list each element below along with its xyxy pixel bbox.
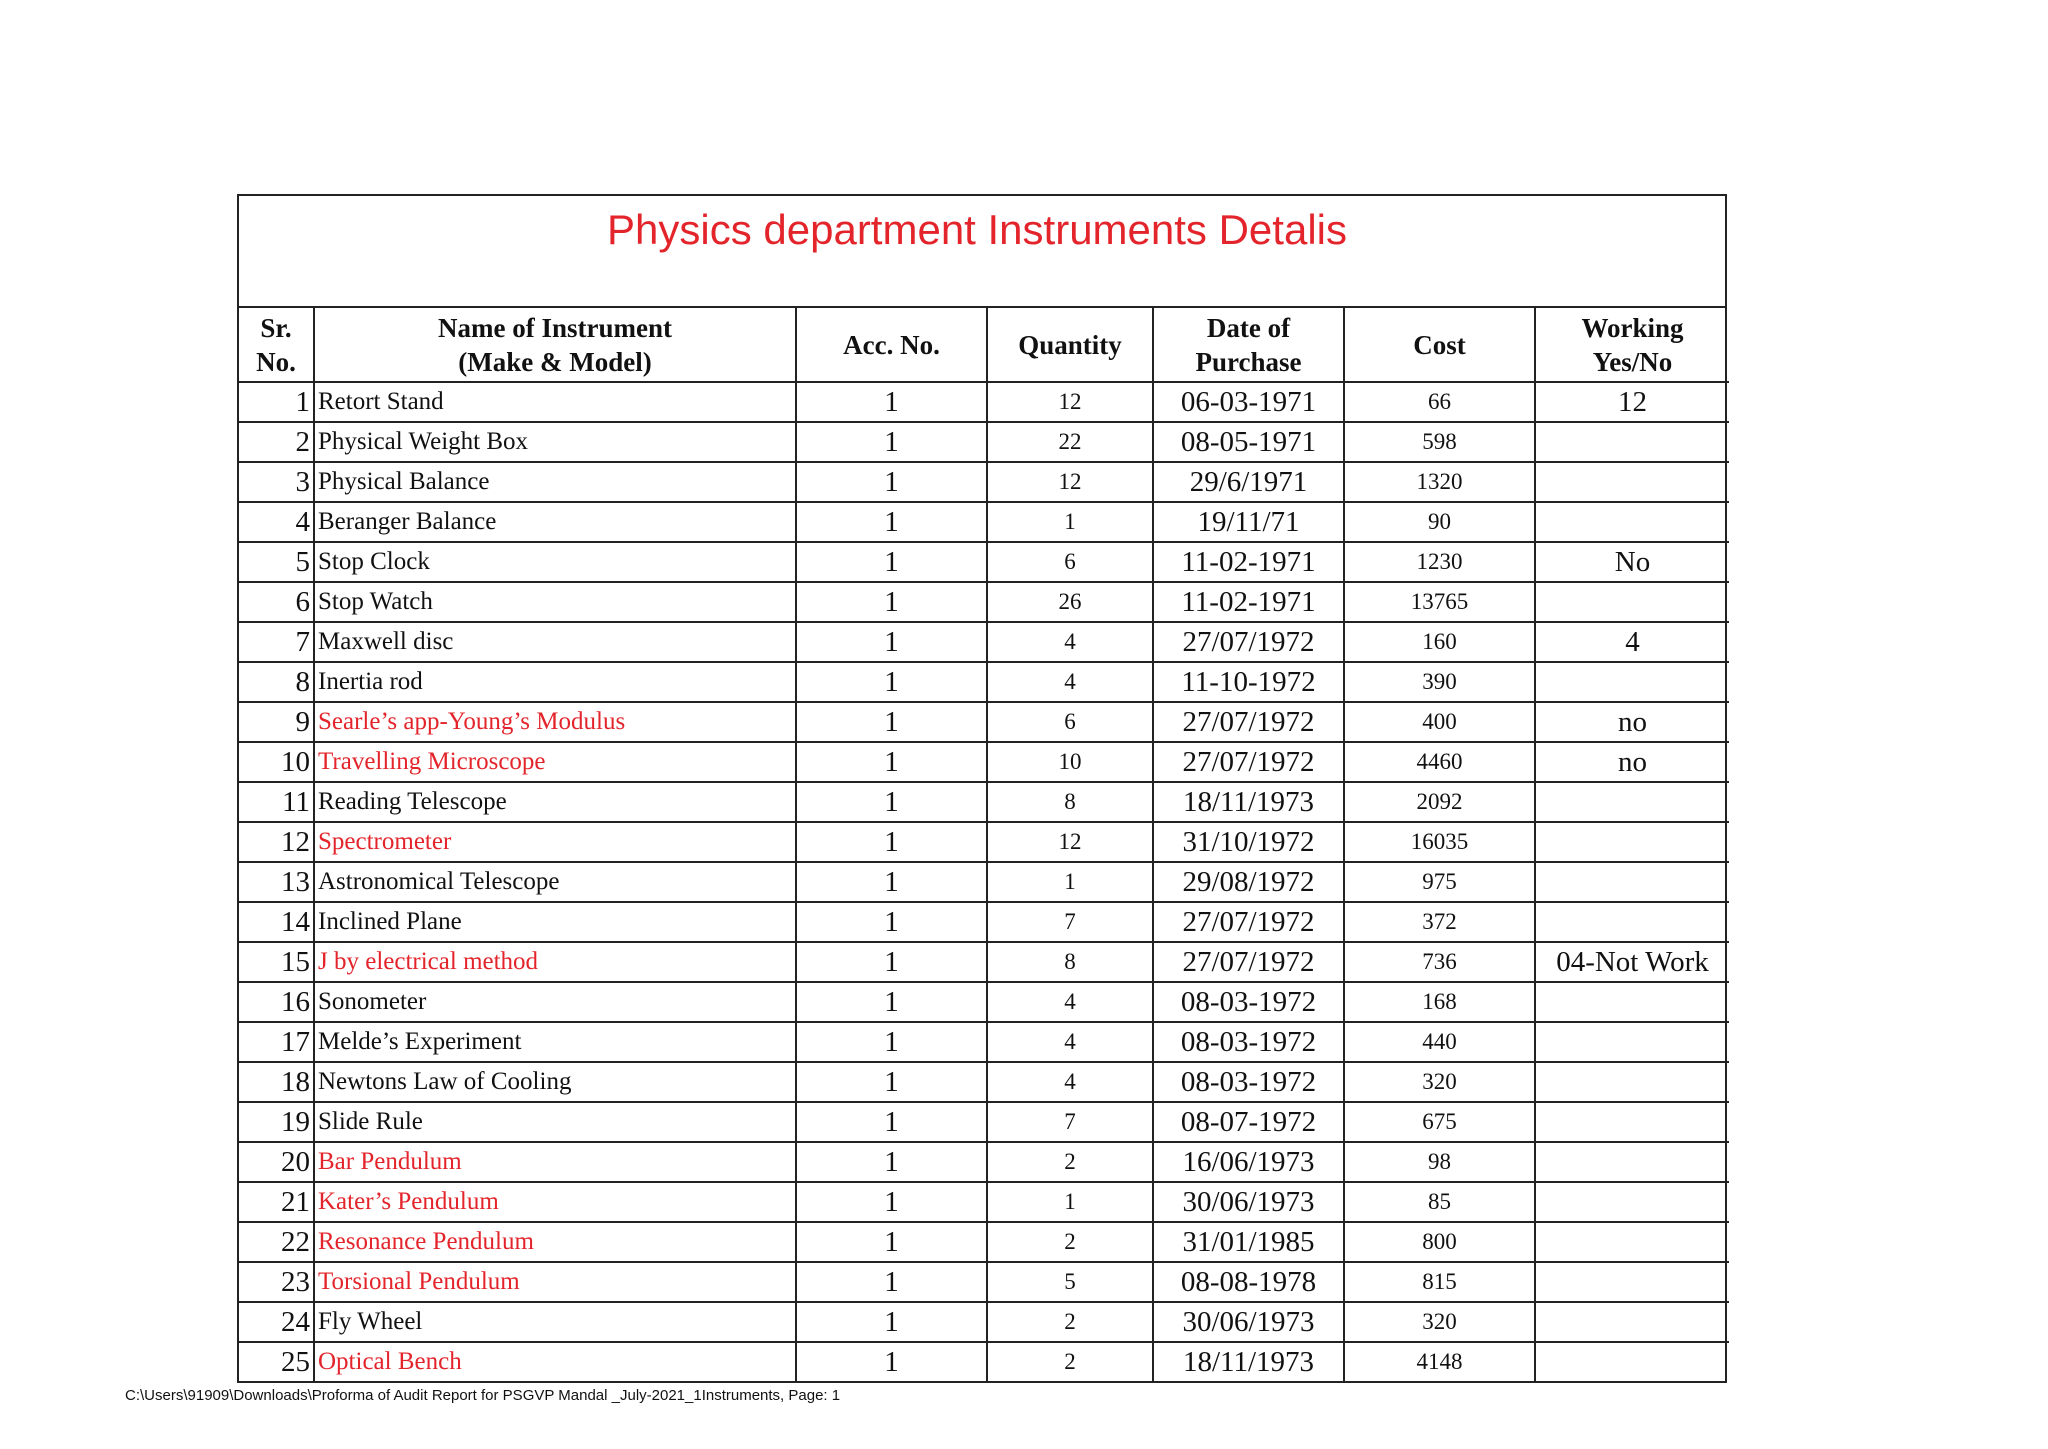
header-instrument-name: Name of Instrument (Make & Model): [314, 308, 796, 382]
cell-working: [1535, 662, 1729, 702]
cell-instrument-name: Travelling Microscope: [314, 742, 796, 782]
cell-acc-no: 1: [796, 1262, 987, 1302]
cell-cost: 160: [1344, 622, 1535, 662]
cell-instrument-name: J by electrical method: [314, 942, 796, 982]
cell-cost: 4460: [1344, 742, 1535, 782]
table-row: [239, 662, 1729, 702]
cell-quantity: 7: [987, 902, 1153, 942]
cell-acc-no: 1: [796, 462, 987, 502]
table-row: [239, 822, 1729, 862]
cell-working: no: [1535, 742, 1729, 782]
cell-sr-no: 21: [239, 1182, 314, 1222]
cell-sr-no: 4: [239, 502, 314, 542]
cell-cost: 1320: [1344, 462, 1535, 502]
cell-cost: 320: [1344, 1062, 1535, 1102]
cell-acc-no: 1: [796, 542, 987, 582]
cell-quantity: 12: [987, 462, 1153, 502]
cell-instrument-name: Sonometer: [314, 982, 796, 1022]
cell-date-of-purchase: 18/11/1973: [1153, 782, 1344, 822]
cell-sr-no: 11: [239, 782, 314, 822]
cell-quantity: 4: [987, 1022, 1153, 1062]
cell-quantity: 2: [987, 1142, 1153, 1182]
cell-sr-no: 13: [239, 862, 314, 902]
cell-cost: 675: [1344, 1102, 1535, 1142]
table-row: [239, 462, 1729, 502]
cell-acc-no: 1: [796, 742, 987, 782]
cell-instrument-name: Stop Clock: [314, 542, 796, 582]
table-row: [239, 1022, 1729, 1062]
cell-instrument-name: Inclined Plane: [314, 902, 796, 942]
cell-quantity: 12: [987, 382, 1153, 422]
cell-sr-no: 15: [239, 942, 314, 982]
cell-working: [1535, 1142, 1729, 1182]
cell-instrument-name: Reading Telescope: [314, 782, 796, 822]
cell-acc-no: 1: [796, 502, 987, 542]
cell-acc-no: 1: [796, 702, 987, 742]
cell-sr-no: 24: [239, 1302, 314, 1342]
cell-sr-no: 8: [239, 662, 314, 702]
cell-acc-no: 1: [796, 1342, 987, 1381]
cell-instrument-name: Resonance Pendulum: [314, 1222, 796, 1262]
cell-sr-no: 23: [239, 1262, 314, 1302]
cell-sr-no: 25: [239, 1342, 314, 1381]
cell-acc-no: 1: [796, 1022, 987, 1062]
cell-sr-no: 10: [239, 742, 314, 782]
cell-sr-no: 16: [239, 982, 314, 1022]
cell-working: [1535, 1062, 1729, 1102]
cell-cost: 13765: [1344, 582, 1535, 622]
table-row: [239, 382, 1729, 422]
cell-date-of-purchase: 16/06/1973: [1153, 1142, 1344, 1182]
cell-date-of-purchase: 31/01/1985: [1153, 1222, 1344, 1262]
table-row: [239, 742, 1729, 782]
cell-cost: 1230: [1344, 542, 1535, 582]
cell-sr-no: 7: [239, 622, 314, 662]
cell-acc-no: 1: [796, 622, 987, 662]
table-row: [239, 502, 1729, 542]
cell-working: No: [1535, 542, 1729, 582]
cell-quantity: 2: [987, 1222, 1153, 1262]
cell-acc-no: 1: [796, 1222, 987, 1262]
cell-date-of-purchase: 11-02-1971: [1153, 582, 1344, 622]
title-block: [239, 196, 1725, 308]
cell-working: [1535, 822, 1729, 862]
cell-date-of-purchase: 19/11/71: [1153, 502, 1344, 542]
cell-working: 12: [1535, 382, 1729, 422]
cell-quantity: 1: [987, 862, 1153, 902]
cell-sr-no: 17: [239, 1022, 314, 1062]
table-row: [239, 1302, 1729, 1342]
cell-acc-no: 1: [796, 782, 987, 822]
cell-cost: 168: [1344, 982, 1535, 1022]
cell-date-of-purchase: 27/07/1972: [1153, 742, 1344, 782]
table-body: [239, 382, 1729, 1381]
cell-sr-no: 18: [239, 1062, 314, 1102]
cell-quantity: 10: [987, 742, 1153, 782]
cell-cost: 90: [1344, 502, 1535, 542]
cell-date-of-purchase: 06-03-1971: [1153, 382, 1344, 422]
cell-instrument-name: Astronomical Telescope: [314, 862, 796, 902]
cell-cost: 16035: [1344, 822, 1535, 862]
table-row: [239, 582, 1729, 622]
cell-date-of-purchase: 31/10/1972: [1153, 822, 1344, 862]
cell-working: [1535, 1102, 1729, 1142]
cell-cost: 400: [1344, 702, 1535, 742]
cell-working: [1535, 462, 1729, 502]
table-row: [239, 1262, 1729, 1302]
cell-acc-no: 1: [796, 902, 987, 942]
cell-quantity: 1: [987, 502, 1153, 542]
cell-working: [1535, 1302, 1729, 1342]
cell-quantity: 4: [987, 1062, 1153, 1102]
header-row: [239, 308, 1729, 382]
cell-sr-no: 2: [239, 422, 314, 462]
cell-instrument-name: Fly Wheel: [314, 1302, 796, 1342]
cell-acc-no: 1: [796, 942, 987, 982]
cell-instrument-name: Physical Weight Box: [314, 422, 796, 462]
cell-quantity: 12: [987, 822, 1153, 862]
cell-quantity: 2: [987, 1342, 1153, 1381]
table-row: [239, 622, 1729, 662]
cell-working: no: [1535, 702, 1729, 742]
cell-acc-no: 1: [796, 662, 987, 702]
header-quantity: Quantity: [987, 308, 1153, 382]
table-row: [239, 1222, 1729, 1262]
cell-instrument-name: Inertia rod: [314, 662, 796, 702]
cell-date-of-purchase: 18/11/1973: [1153, 1342, 1344, 1381]
cell-acc-no: 1: [796, 822, 987, 862]
cell-date-of-purchase: 30/06/1973: [1153, 1302, 1344, 1342]
cell-instrument-name: Stop Watch: [314, 582, 796, 622]
cell-acc-no: 1: [796, 982, 987, 1022]
cell-cost: 975: [1344, 862, 1535, 902]
cell-instrument-name: Torsional Pendulum: [314, 1262, 796, 1302]
cell-acc-no: 1: [796, 1302, 987, 1342]
table-row: [239, 1182, 1729, 1222]
table-row: [239, 862, 1729, 902]
cell-quantity: 6: [987, 702, 1153, 742]
cell-quantity: 8: [987, 782, 1153, 822]
cell-working: [1535, 1222, 1729, 1262]
cell-acc-no: 1: [796, 862, 987, 902]
cell-date-of-purchase: 08-05-1971: [1153, 422, 1344, 462]
cell-working: [1535, 502, 1729, 542]
cell-sr-no: 22: [239, 1222, 314, 1262]
cell-working: [1535, 582, 1729, 622]
cell-instrument-name: Slide Rule: [314, 1102, 796, 1142]
cell-working: [1535, 782, 1729, 822]
table-row: [239, 422, 1729, 462]
cell-quantity: 4: [987, 982, 1153, 1022]
cell-cost: 800: [1344, 1222, 1535, 1262]
cell-sr-no: 3: [239, 462, 314, 502]
cell-working: [1535, 1182, 1729, 1222]
cell-instrument-name: Searle’s app-Young’s Modulus: [314, 702, 796, 742]
cell-instrument-name: Newtons Law of Cooling: [314, 1062, 796, 1102]
cell-date-of-purchase: 08-07-1972: [1153, 1102, 1344, 1142]
cell-quantity: 2: [987, 1302, 1153, 1342]
cell-instrument-name: Melde’s Experiment: [314, 1022, 796, 1062]
cell-acc-no: 1: [796, 1102, 987, 1142]
cell-working: [1535, 902, 1729, 942]
cell-date-of-purchase: 08-03-1972: [1153, 982, 1344, 1022]
cell-working: 4: [1535, 622, 1729, 662]
cell-cost: 85: [1344, 1182, 1535, 1222]
cell-quantity: 8: [987, 942, 1153, 982]
cell-quantity: 26: [987, 582, 1153, 622]
page-footer: C:\Users\91909\Downloads\Proforma of Audit Report for PSGVP Mandal _July-2021_1Instruments, Page: 1: [125, 1387, 841, 1404]
cell-cost: 2092: [1344, 782, 1535, 822]
cell-date-of-purchase: 27/07/1972: [1153, 702, 1344, 742]
cell-cost: 390: [1344, 662, 1535, 702]
cell-instrument-name: Optical Bench: [314, 1342, 796, 1381]
cell-sr-no: 5: [239, 542, 314, 582]
cell-acc-no: 1: [796, 582, 987, 622]
cell-instrument-name: Maxwell disc: [314, 622, 796, 662]
cell-date-of-purchase: 11-10-1972: [1153, 662, 1344, 702]
cell-working: [1535, 1262, 1729, 1302]
cell-date-of-purchase: 08-03-1972: [1153, 1062, 1344, 1102]
cell-sr-no: 9: [239, 702, 314, 742]
cell-instrument-name: Physical Balance: [314, 462, 796, 502]
cell-date-of-purchase: 27/07/1972: [1153, 902, 1344, 942]
cell-date-of-purchase: 29/6/1971: [1153, 462, 1344, 502]
cell-working: [1535, 1342, 1729, 1381]
cell-sr-no: 6: [239, 582, 314, 622]
table-row: [239, 542, 1729, 582]
cell-quantity: 6: [987, 542, 1153, 582]
header-date-of-purchase: Date of Purchase: [1153, 308, 1344, 382]
cell-cost: 320: [1344, 1302, 1535, 1342]
cell-instrument-name: Kater’s Pendulum: [314, 1182, 796, 1222]
cell-working: [1535, 862, 1729, 902]
cell-acc-no: 1: [796, 1142, 987, 1182]
cell-date-of-purchase: 11-02-1971: [1153, 542, 1344, 582]
cell-instrument-name: Retort Stand: [314, 382, 796, 422]
instruments-table: [239, 308, 1729, 1381]
cell-working: 04-Not Work: [1535, 942, 1729, 982]
cell-date-of-purchase: 29/08/1972: [1153, 862, 1344, 902]
cell-instrument-name: Beranger Balance: [314, 502, 796, 542]
table-row: [239, 702, 1729, 742]
header-sr-no: Sr. No.: [239, 308, 314, 382]
cell-date-of-purchase: 30/06/1973: [1153, 1182, 1344, 1222]
cell-acc-no: 1: [796, 1062, 987, 1102]
cell-cost: 98: [1344, 1142, 1535, 1182]
cell-sr-no: 19: [239, 1102, 314, 1142]
sheet-title: Physics department Instruments Detalis: [607, 206, 1347, 253]
header-working: Working Yes/No: [1535, 308, 1729, 382]
table-row: [239, 1342, 1729, 1381]
header-cost: Cost: [1344, 308, 1535, 382]
cell-acc-no: 1: [796, 422, 987, 462]
cell-cost: 440: [1344, 1022, 1535, 1062]
cell-cost: 66: [1344, 382, 1535, 422]
header-acc-no: Acc. No.: [796, 308, 987, 382]
instrument-sheet: [237, 194, 1727, 1383]
cell-cost: 815: [1344, 1262, 1535, 1302]
cell-sr-no: 14: [239, 902, 314, 942]
cell-cost: 4148: [1344, 1342, 1535, 1381]
table-row: [239, 782, 1729, 822]
cell-instrument-name: Spectrometer: [314, 822, 796, 862]
cell-quantity: 22: [987, 422, 1153, 462]
cell-working: [1535, 982, 1729, 1022]
cell-sr-no: 12: [239, 822, 314, 862]
cell-date-of-purchase: 08-03-1972: [1153, 1022, 1344, 1062]
cell-cost: 372: [1344, 902, 1535, 942]
cell-cost: 736: [1344, 942, 1535, 982]
table-row: [239, 1102, 1729, 1142]
cell-date-of-purchase: 27/07/1972: [1153, 942, 1344, 982]
cell-sr-no: 20: [239, 1142, 314, 1182]
cell-date-of-purchase: 27/07/1972: [1153, 622, 1344, 662]
cell-instrument-name: Bar Pendulum: [314, 1142, 796, 1182]
cell-quantity: 4: [987, 622, 1153, 662]
cell-quantity: 1: [987, 1182, 1153, 1222]
table-row: [239, 1142, 1729, 1182]
table-row: [239, 982, 1729, 1022]
cell-cost: 598: [1344, 422, 1535, 462]
cell-quantity: 5: [987, 1262, 1153, 1302]
table-row: [239, 1062, 1729, 1102]
table-row: [239, 942, 1729, 982]
cell-quantity: 4: [987, 662, 1153, 702]
cell-acc-no: 1: [796, 1182, 987, 1222]
cell-working: [1535, 1022, 1729, 1062]
cell-date-of-purchase: 08-08-1978: [1153, 1262, 1344, 1302]
cell-quantity: 7: [987, 1102, 1153, 1142]
cell-sr-no: 1: [239, 382, 314, 422]
cell-acc-no: 1: [796, 382, 987, 422]
table-row: [239, 902, 1729, 942]
cell-working: [1535, 422, 1729, 462]
